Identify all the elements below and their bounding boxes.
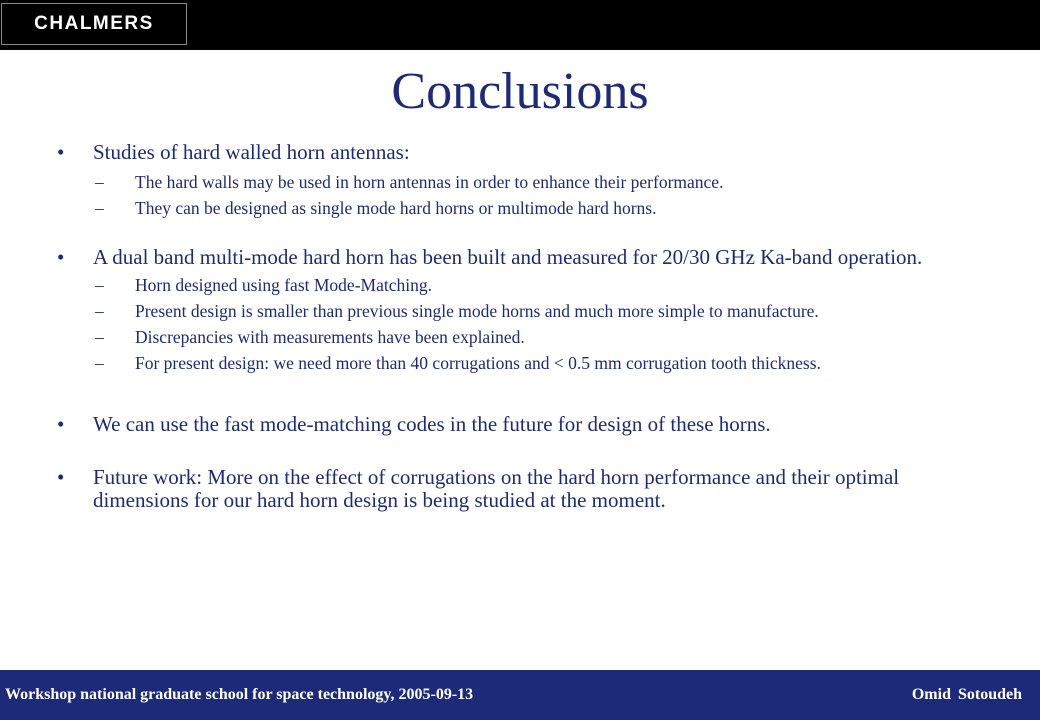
dash-icon: –	[95, 275, 104, 295]
bullet-item	[57, 413, 992, 436]
dash-icon: –	[95, 301, 104, 321]
logo-text: CHALMERS	[34, 13, 154, 34]
bullet-item	[57, 141, 992, 218]
dash-icon: –	[95, 327, 104, 347]
sub-item	[93, 198, 992, 218]
dash-icon: –	[95, 172, 104, 192]
header-bar	[0, 0, 1040, 50]
dash-icon: –	[95, 198, 104, 218]
chalmers-logo	[1, 3, 187, 45]
bullet-text: A dual band multi-mode hard horn has been built and measured for 20/30 GHz Ka-band operation.	[93, 245, 923, 269]
sub-list	[93, 172, 992, 218]
bullet-dot-icon: •	[57, 245, 65, 269]
bullet-item	[57, 246, 992, 373]
sub-item	[93, 301, 992, 321]
slide-content	[57, 141, 992, 512]
bullet-item	[57, 466, 992, 512]
sub-text: The hard walls may be used in horn antennas in order to enhance their performance.	[135, 172, 724, 192]
sub-item	[93, 172, 992, 192]
footer-author: Omid Sotoudeh	[911, 686, 1022, 703]
bullet-dot-icon: •	[57, 412, 65, 436]
sub-text: Discrepancies with measurements have been explained.	[135, 327, 525, 347]
bullet-dot-icon: •	[57, 140, 65, 164]
bullet-dot-icon: •	[57, 465, 65, 489]
footer-event: Workshop national graduate school for space technology, 2005-09-13	[5, 686, 474, 703]
slide-title: Conclusions	[391, 63, 649, 120]
dash-icon: –	[95, 353, 104, 373]
sub-text: Present design is smaller than previous single mode horns and much more simple to manufacture.	[135, 301, 819, 321]
sub-text: They can be designed as single mode hard horns or multimode hard horns.	[135, 198, 657, 218]
sub-item	[93, 275, 992, 295]
sub-text: For present design: we need more than 40 corrugations and < 0.5 mm corrugation tooth thickness.	[135, 353, 821, 373]
bullet-text: Studies of hard walled horn antennas:	[93, 140, 410, 164]
sub-item	[93, 327, 992, 347]
sub-item	[93, 353, 992, 373]
bullet-text: Future work: More on the effect of corrugations on the hard horn performance and their optimal dimensions for our hard horn design is being studied at the moment.	[93, 465, 900, 512]
footer-bar	[0, 670, 1040, 720]
sub-text: Horn designed using fast Mode-Matching.	[135, 275, 432, 295]
sub-list	[93, 275, 992, 373]
bullet-text: We can use the fast mode-matching codes in the future for design of these horns.	[93, 412, 771, 436]
